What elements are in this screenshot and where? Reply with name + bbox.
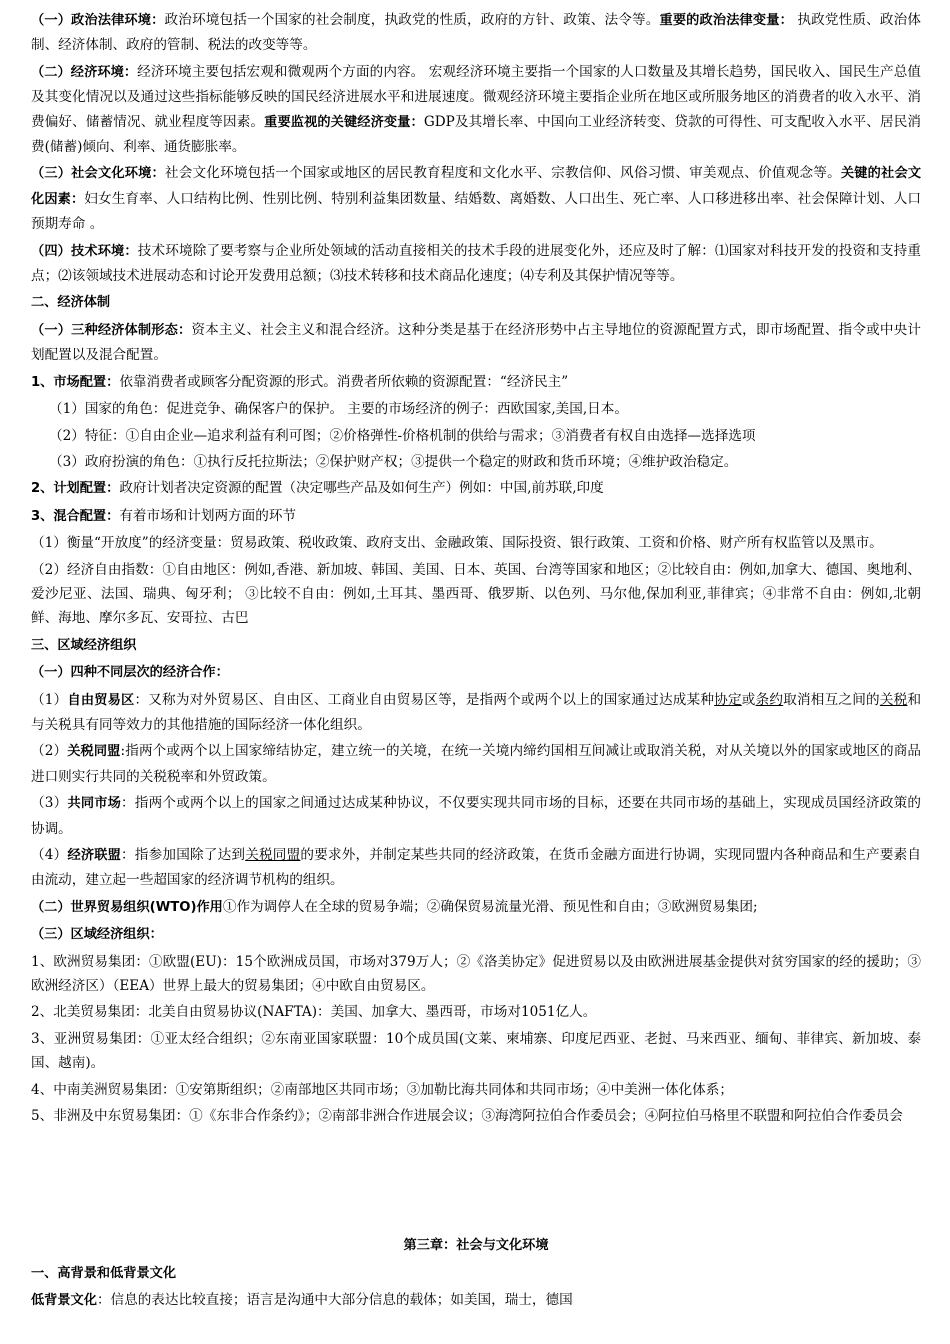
- paragraph-text: 妇女生育率、人口结构比例、性别比例、特别利益集团数量、结婚数、离婚数、人口出生、死亡率、人口移进移出率、社会保障计划、人口预期寿命 。: [31, 190, 922, 233]
- paragraph-text: 依靠消费者或顾客分配资源的形式。消费者所依赖的资源配置：“经济民主”: [119, 373, 569, 390]
- asian-trade-bloc: 3、亚洲贸易集团：①亚太经合组织；②东南亚国家联盟：10个成员国(文莱、柬埔寨、印度尼西亚、老挝、马来西亚、缅甸、菲律宾、新加坡、泰国、越南)。: [31, 1030, 921, 1072]
- subheading-regional-economic-org: （三）区域经济组织：: [31, 927, 163, 943]
- key-term: 自由贸易区: [67, 692, 135, 708]
- section-lead: （三）社会文化环境：: [31, 166, 165, 182]
- paragraph-text: 政治环境包括一个国家的社会制度，执政党的性质，政府的方针、政策、法令等。: [164, 12, 660, 28]
- free-trade-area-paragraph: （1）自由贸易区：又称为对外贸易区、自由区、工商业自由贸易区等，是指两个或两个以上的国家通过达成某种协定或条约取消相互之间的关税和与关税具有同等效力的其他措施的国际经济一体化组织。: [31, 691, 922, 733]
- key-term: 共同市场: [67, 796, 122, 812]
- key-term: 重要的政治法律变量：: [659, 13, 793, 28]
- subheading-four-levels: （一）四种不同层次的经济合作：: [31, 665, 229, 681]
- mixed-allocation-item-1: （1）衡量“开放度”的经济变量：贸易政策、税收政策、政府支出、金融政策、国际投资、银行政策、工资和价格、财产所有权监管以及黑市。: [31, 535, 883, 552]
- planned-allocation-paragraph: [31, 476, 921, 501]
- paragraph-text: 社会文化环境包括一个国家或地区的居民教育程度和文化水平、宗教信仰、风俗习惯、审美观点、价值观念等。: [164, 165, 841, 182]
- key-term: 关键的社会文化因素：: [31, 166, 922, 207]
- key-term: 低背景文化: [31, 1293, 97, 1309]
- paragraph-text: 有着市场和计划两方面的环节: [119, 507, 297, 524]
- section-lead: （一）政治法律环境：: [31, 13, 165, 28]
- paragraph-text: 经济环境主要包括宏观和微观两个方面的内容。 宏观经济环境主要指一个国家的人口数量及其增长趋势，国民收入、国民生产总值及其变化情况以及通过这些指标能够反映的国民经济进展水平和进展速度。微观经济环境主要指企业所在地区或所服务地区的消费者的收入水平、消费偏好、储蓄情况、就业程度等因素。: [31, 63, 921, 130]
- european-trade-bloc: 1、欧洲贸易集团：①欧盟(EU)：15个欧洲成员国，市场对379万人；②《洛美协定》促进贸易以及由欧洲进展基金提供对贫穷国家的经的援助；③欧洲经济区）（EEA）世界上最大的贸易集团；④中欧自由贸易区。: [31, 953, 921, 995]
- paragraph-text: 技术环境除了要考察与企业所处领域的活动直接相关的技术手段的进展变化外，还应及时了解：⑴国家对科技开发的投资和支持重点；⑵该领域技术进展动态和讨论开发费用总额；⑶技术转移和技术商品化速度；⑷专利及其保护情况等等。: [31, 242, 922, 285]
- key-term: 关税同盟: [67, 744, 121, 760]
- social-cultural-env-paragraph: [31, 161, 921, 236]
- economic-union-paragraph: （4）经济联盟：指参加国除了达到关税同盟的要求外，并制定某些共同的经济政策，在货币金融方面进行协调，实现同盟内各种商品和生产要素自由流动，建立起一些超国家的经济调节机构的组织。: [31, 847, 922, 889]
- key-term: 经济联盟: [67, 848, 122, 863]
- section-lead: 1、市场配置：: [31, 374, 120, 390]
- chapter-title: 第三章：社会与文化环境: [403, 1238, 549, 1254]
- underlined-term: 关税同盟: [245, 847, 301, 863]
- section-lead: 2、计划配置：: [31, 481, 120, 497]
- three-economic-systems-paragraph: [31, 318, 921, 368]
- market-allocation-paragraph: [31, 370, 921, 395]
- key-term: 重要监视的关键经济变量：: [264, 114, 424, 130]
- heading-high-low-context: 一、高背景和低背景文化: [31, 1265, 177, 1281]
- heading-regional-organizations: 三、区域经济组织: [31, 637, 137, 653]
- market-allocation-item-2: （2）特征：①自由企业—追求利益有利可图；②价格弹性-价格机制的供给与需求；③消费者有权自由选择—选择选项: [49, 427, 756, 444]
- section-lead: （四）技术环境：: [31, 243, 138, 259]
- paragraph-text: 政府计划者决定资源的配置（决定哪些产品及如何生产）例如：中国,前苏联,印度: [119, 480, 604, 497]
- wto-role-paragraph: （二）世界贸易组织(WTO)作用①作为调停人在全球的贸易争端；②确保贸易流量光滑、预见性和自由；③欧洲贸易集团;: [31, 898, 758, 915]
- paragraph-text: 资本主义、社会主义和混合经济。这种分类是基于在经济形势中占主导地位的资源配置方式，即市场配置、指令或中央计划配置以及混合配置。: [31, 321, 922, 364]
- economic-env-paragraph: [31, 60, 921, 160]
- paragraph-text: 执政党性质、政治体制、经济体制、政府的管制、税法的改变等等。: [31, 12, 922, 54]
- common-market-paragraph: （3）共同市场：指两个或两个以上的国家之间通过达成某种协议，不仅要实现共同市场的目标，还要在共同市场的基础上，实现成员国经济政策的协调。: [31, 795, 921, 837]
- section-lead: （二）世界贸易组织(WTO)作用: [31, 899, 223, 915]
- mixed-allocation-item-2: （2）经济自由指数：①自由地区：例如,香港、新加坡、韩国、美国、日本、英国、台湾等国家和地区；②比较自由：例如,加拿大、德国、奥地利、爱沙尼亚、法国、瑞典、匈牙利； ③比较不自由：例如,土耳其、墨西哥、俄罗斯、以色列、马尔他,保加利亚,菲律宾；④非常不自由：例如,北朝鲜、海地、摩尔多瓦、安哥拉、古巴: [31, 561, 921, 627]
- latin-american-trade-bloc: 4、中南美洲贸易集团：①安第斯组织；②南部地区共同市场；③加勒比海共同体和共同市场；④中美洲一体化体系；: [31, 1081, 733, 1098]
- document-page: [31, 8, 921, 1316]
- underlined-term: 条约: [755, 691, 784, 708]
- underlined-term: 协定: [714, 691, 742, 708]
- technology-env-paragraph: [31, 239, 921, 289]
- customs-union-paragraph: （2）关税同盟:指两个或两个以上国家缔结协定，建立统一的关境，在统一关境内缔约国相互间减让或取消关税，对从关境以外的国家或地区的商品进口则实行共同的关税税率和外贸政策。: [31, 743, 922, 785]
- africa-middle-east-trade-bloc: 5、非洲及中东贸易集团：①《东非合作条约》；②南部非洲合作进展会议；③海湾阿拉伯合作委员会；④阿拉伯马格里不联盟和阿拉伯合作委员会: [31, 1108, 903, 1125]
- section-lead: （一）三种经济体制形态：: [31, 322, 192, 338]
- page-gap: [31, 1130, 921, 1234]
- north-american-trade-bloc: 2、北美贸易集团：北美自由贸易协议(NAFTA)：美国、加拿大、墨西哥，市场对1051亿人。: [31, 1004, 597, 1021]
- section-lead: 3、混合配置：: [31, 508, 120, 524]
- section-lead: （二）经济环境：: [31, 64, 138, 80]
- political-legal-env-paragraph: [31, 8, 921, 58]
- market-allocation-item-3: （3）政府扮演的角色：①执行反托拉斯法；②保护财产权；③提供一个稳定的财政和货币环境；④维护政治稳定。: [49, 453, 738, 470]
- market-allocation-item-1: （1）国家的角色：促进竞争、确保客户的保护。 主要的市场经济的例子：西欧国家,美国,日本。: [49, 401, 628, 418]
- paragraph-text: GDP及其增长率、中国向工业经济转变、贷款的可得性、可支配收入水平、居民消费(储蓄)倾向、利率、通货膨胀率。: [31, 113, 922, 156]
- low-context-culture-paragraph: 低背景文化：信息的表达比较直接；语言是沟通中大部分信息的载体；如美国，瑞士，德国: [31, 1292, 573, 1309]
- heading-economic-system: 二、经济体制: [31, 295, 111, 311]
- underlined-term: 关税: [879, 691, 908, 708]
- mixed-allocation-paragraph: [31, 504, 921, 529]
